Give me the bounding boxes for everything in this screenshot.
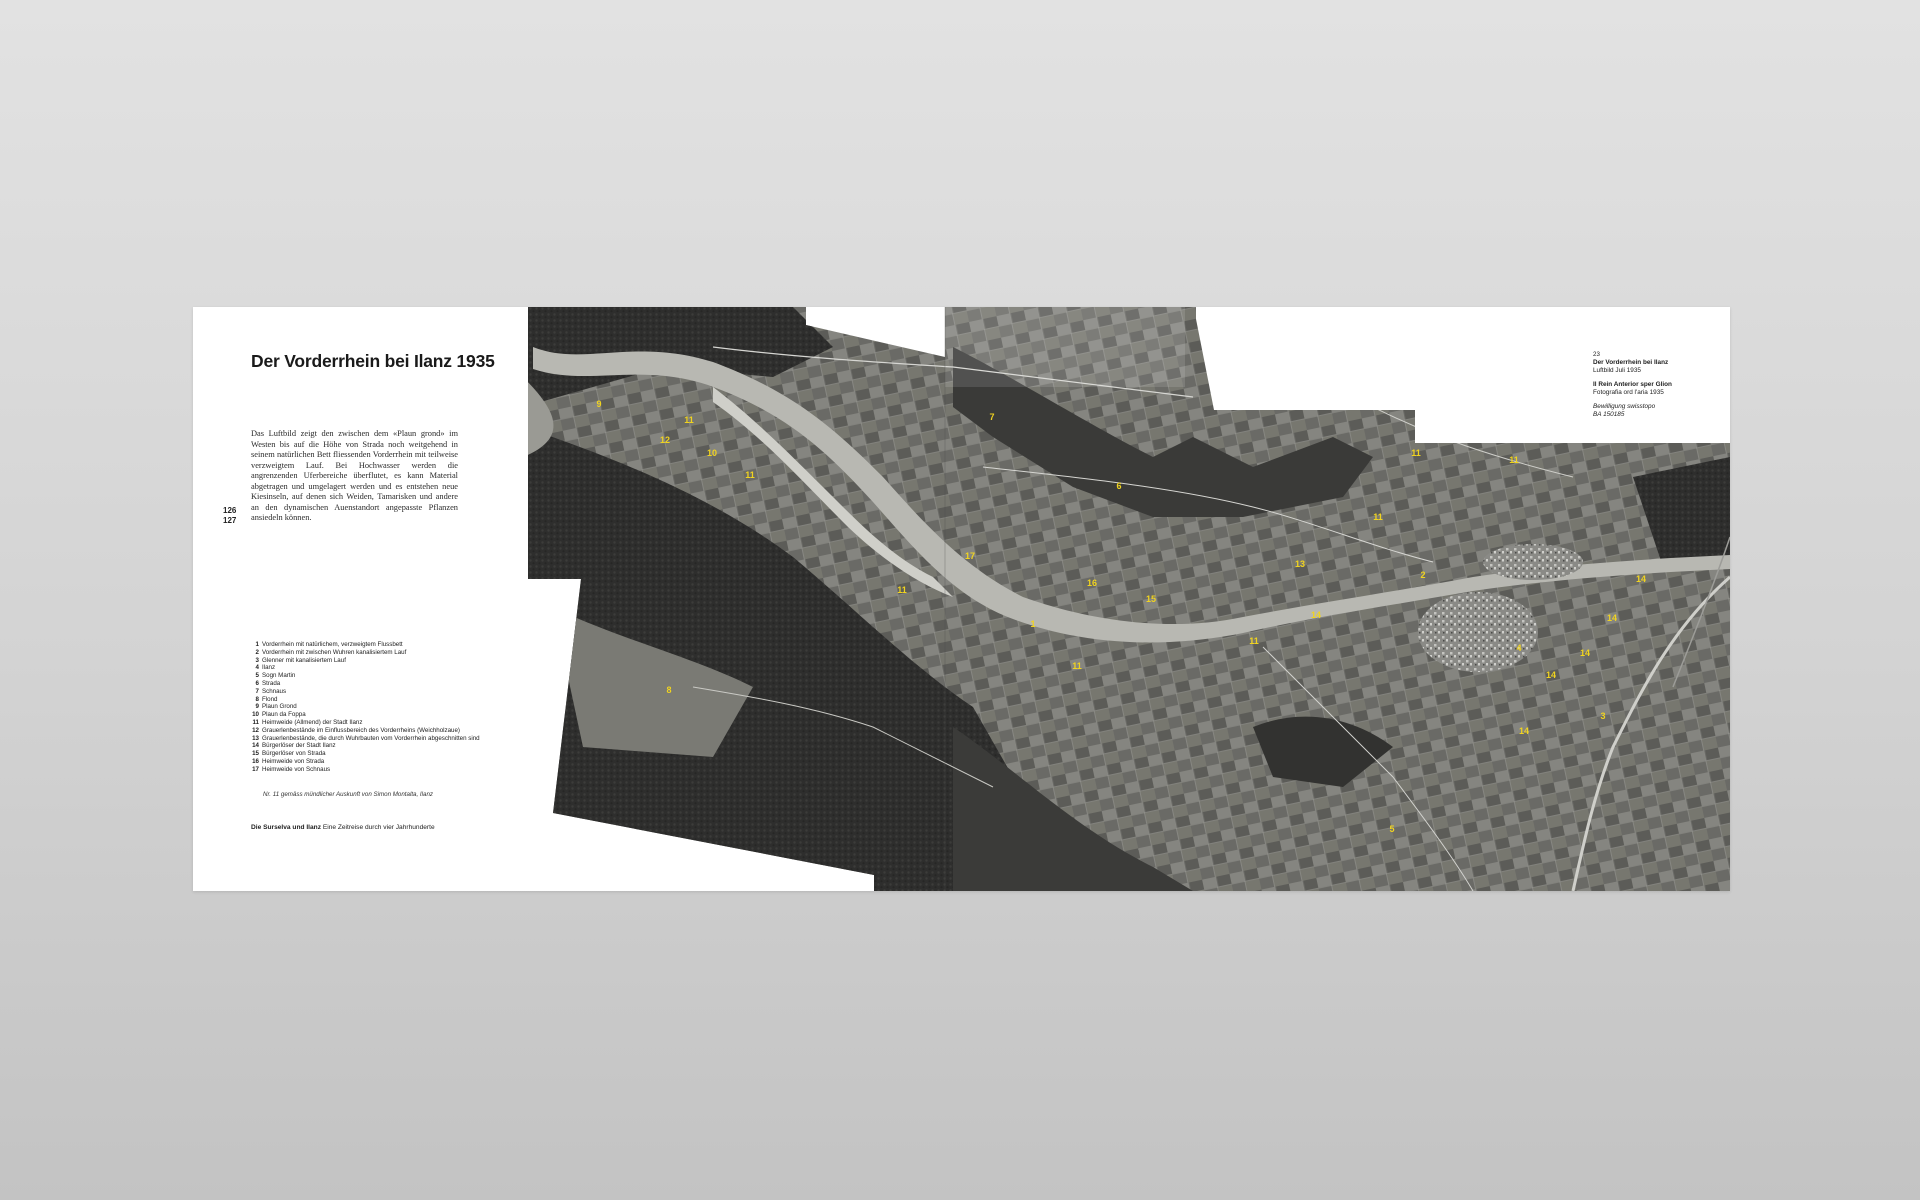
map-marker: 11: [1072, 661, 1082, 671]
map-marker: 12: [659, 435, 671, 445]
page-numbers: [223, 506, 236, 526]
map-marker: 14: [1545, 670, 1557, 680]
running-title-bold: Die Surselva und Ilanz: [251, 824, 321, 831]
map-marker: 11: [684, 415, 694, 425]
legend-item: 10 Plaun da Foppa: [252, 711, 306, 719]
map-marker: 11: [897, 585, 907, 595]
aerial-photo: [193, 307, 1730, 891]
legend-item: 6 Strada: [255, 679, 281, 687]
map-marker: 4: [1516, 643, 1522, 653]
map-marker: 13: [1294, 559, 1306, 569]
legend-item: 7 Schnaus: [255, 687, 287, 695]
legend-item: 11 Heimweide (Allmend) der Stadt Ilanz: [252, 718, 363, 726]
legend-item: 12 Grauerlenbestände im Einflussbereich des Vorderrheins (Weichholzaue): [252, 726, 460, 734]
legend-item: 8 Flond: [255, 695, 278, 703]
map-marker: 6: [1116, 481, 1122, 491]
map-marker: 8: [666, 685, 672, 695]
map-marker: 11: [1509, 455, 1519, 465]
caption-credit-number: BA 150185: [1593, 411, 1625, 418]
legend-item: 17 Heimweide von Schnaus: [252, 765, 331, 773]
legend-footnote: Nr. 11 gemäss mündlicher Auskunft von Simon Montalta, Ilanz: [263, 791, 434, 798]
map-marker: 14: [1635, 574, 1647, 584]
book-spread: [193, 307, 1730, 891]
legend-item: 4 Ilanz: [255, 664, 276, 672]
map-marker: 11: [1411, 448, 1421, 458]
caption-title: Der Vorderrhein bei Ilanz: [1593, 359, 1669, 366]
legend-item: 14 Bürgerlöser der Stadt Ilanz: [252, 742, 336, 750]
map-marker: 16: [1086, 578, 1098, 588]
map-marker: 14: [1579, 648, 1591, 658]
caption-subtitle: Luftbild Juli 1935: [1593, 367, 1641, 374]
legend-item: 13 Grauerlenbestände, die durch Wuhrbauten vom Vorderrhein abgeschnitten sind: [252, 734, 480, 742]
running-title-rest: Eine Zeitreise durch vier Jahrhunderte: [321, 824, 435, 831]
map-marker: 9: [596, 399, 602, 409]
map-marker: 7: [989, 412, 995, 422]
map-marker: 5: [1389, 824, 1395, 834]
map-marker: 14: [1518, 726, 1530, 736]
map-marker: 3: [1600, 711, 1606, 721]
legend-item: 1 Vorderrhein mit natürlichem, verzweigtem Flussbett: [255, 641, 403, 648]
legend-item: 16 Heimweide von Strada: [252, 757, 325, 765]
figure-number: 23: [1593, 351, 1600, 358]
page-number-left: 126: [223, 506, 237, 515]
page-number-right: 127: [223, 516, 237, 525]
intro-paragraph: Das Luftbild zeigt den zwischen dem «Plaun grond» im Westen bis auf die Höhe von Strada noch weitgehend in seinem natürlichen Bett fliessenden Vorderrhein mit teilweise verzweigtem Lauf. Bei Hochwasser werden die angrenzenden Uferbereiche überflutet, es kann Material abgetragen und umgelagert werden und es entstehen neue Kiesinseln, auf denen sich Weiden, Tamarisken und andere an den dynamischen Auenstandort angepasste Pflanzen ansiedeln können.: [251, 429, 458, 522]
page-title: Der Vorderrhein bei Ilanz 1935: [251, 351, 495, 371]
map-marker: 14: [1606, 613, 1618, 623]
map-marker: 11: [1373, 512, 1383, 522]
running-title: [251, 824, 435, 831]
legend-item: 5 Sogn Martin: [255, 672, 296, 680]
map-marker: 10: [706, 448, 718, 458]
legend-item: 2 Vorderrhein mit zwischen Wuhren kanalisiertem Lauf: [255, 648, 407, 656]
caption-credit: Bewilligung swisstopo: [1593, 403, 1656, 410]
map-marker: 17: [964, 551, 976, 561]
map-marker: 15: [1145, 594, 1157, 604]
map-marker: 14: [1310, 610, 1322, 620]
figure-caption: [1593, 351, 1713, 419]
caption-title-romansh: Il Rein Anterior sper Glion: [1593, 381, 1672, 388]
map-marker: 2: [1420, 570, 1426, 580]
map-marker: 11: [745, 470, 755, 480]
legend-item: 3 Glenner mit kanalisiertem Lauf: [255, 656, 346, 664]
caption-subtitle-romansh: Fotografia ord l'aria 1935: [1593, 389, 1664, 396]
map-legend: [251, 641, 480, 774]
legend-item: 15 Bürgerlöser von Strada: [252, 750, 326, 758]
map-marker: 11: [1249, 636, 1259, 646]
legend-item: 9 Plaun Grond: [255, 703, 297, 711]
map-marker: 1: [1030, 619, 1036, 629]
